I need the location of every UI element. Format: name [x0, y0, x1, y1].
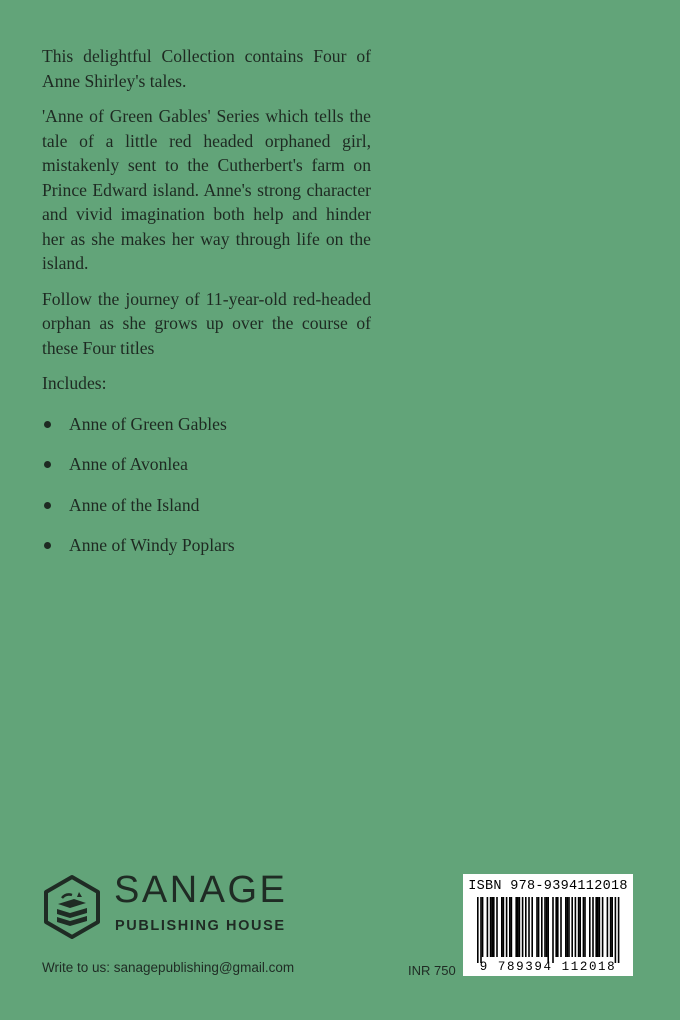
- barcode-bar: [501, 897, 503, 957]
- barcode-bar: [578, 897, 580, 957]
- barcode-bar: [599, 897, 601, 957]
- barcode-bar: [528, 897, 530, 957]
- journey-paragraph: Follow the journey of 11-year-old red-headed orphan as she grows up over the course of these Four titles: [42, 288, 371, 358]
- description-block: [42, 44, 371, 574]
- barcode-bar: [597, 897, 599, 957]
- list-item: [42, 493, 371, 518]
- publisher-name: SANAGE: [114, 869, 288, 911]
- barcode-bar: [571, 897, 573, 957]
- barcode-bar: [493, 897, 495, 957]
- barcode-bar: [547, 897, 549, 963]
- barcode-bar: [517, 897, 519, 957]
- isbn-barcode: [463, 874, 633, 976]
- barcode-bar: [618, 897, 620, 963]
- barcode-bar: [531, 897, 533, 957]
- bullet-icon: [44, 542, 51, 549]
- barcode-bar: [522, 897, 524, 957]
- bullet-icon: [44, 461, 51, 468]
- bullet-icon: [44, 502, 51, 509]
- barcode-bar: [607, 897, 609, 957]
- list-item: [42, 412, 371, 437]
- barcode-bar: [584, 897, 586, 957]
- series-paragraph: 'Anne of Green Gables' Series which tells the tale of a little red headed orphaned girl, mistakenly sent to the Cutherbert's farm on Prince Edward island. Anne's strong character and vivid imagination both help and hinder her as she makes her way through life on the island.: [42, 106, 371, 273]
- barcode-bar: [560, 897, 562, 957]
- title-label: Anne of Avonlea: [69, 454, 188, 474]
- publisher-subtitle: PUBLISHING HOUSE: [115, 918, 286, 934]
- barcode-bar: [519, 897, 521, 957]
- intro-paragraph: This delightful Collection contains Four of Anne Shirley's tales.: [42, 46, 371, 91]
- barcode-bar: [506, 897, 508, 957]
- barcode-bar: [536, 897, 538, 957]
- stacked-books-hexagon-icon: [42, 874, 102, 940]
- barcode-bar: [496, 897, 498, 957]
- barcode-bar: [568, 897, 570, 957]
- isbn-label: ISBN 978-9394112018: [468, 879, 628, 894]
- title-label: Anne of Windy Poplars: [69, 535, 235, 555]
- barcode-bar: [480, 897, 482, 963]
- barcode-bar: [491, 897, 493, 957]
- barcode-bar: [565, 897, 567, 957]
- barcode-bar: [541, 897, 543, 957]
- barcode-bar: [567, 897, 569, 957]
- barcode-bar: [546, 897, 548, 957]
- barcode-bar: [487, 897, 489, 957]
- barcode-bar: [511, 897, 513, 957]
- titles-list: [42, 412, 371, 559]
- barcode-bar: [583, 897, 585, 957]
- barcode-bar: [477, 897, 479, 963]
- barcode-bar: [589, 897, 591, 957]
- contact-line: Write to us: sanagepublishing@gmail.com: [42, 960, 295, 975]
- barcode-bar: [509, 897, 511, 957]
- barcode-bar: [482, 897, 484, 957]
- barcode-bar: [544, 897, 546, 957]
- list-item: [42, 533, 371, 558]
- barcode-bar: [538, 897, 540, 957]
- barcode-bar: [575, 897, 577, 957]
- barcode-bar: [595, 897, 597, 957]
- barcode-bar: [579, 897, 581, 957]
- barcode-bar: [503, 897, 505, 957]
- barcode-bar: [525, 897, 527, 957]
- barcode-bar: [490, 897, 492, 957]
- bullet-icon: [44, 421, 51, 428]
- list-item: [42, 452, 371, 477]
- barcode-bar: [592, 897, 594, 957]
- barcode-bar: [615, 897, 617, 963]
- title-label: Anne of Green Gables: [69, 413, 227, 434]
- barcode-bar: [610, 897, 612, 957]
- barcode-bar: [611, 897, 613, 957]
- title-label: Anne of the Island: [69, 494, 200, 515]
- barcode-bar: [557, 897, 559, 957]
- barcode-bar: [555, 897, 557, 957]
- barcode-bar: [552, 897, 554, 963]
- ean-digits: 9 789394 112018: [479, 960, 617, 974]
- barcode-bar: [515, 897, 517, 957]
- price-label: INR 750: [408, 963, 456, 978]
- barcode-bar: [602, 897, 604, 957]
- includes-heading: Includes:: [42, 373, 107, 393]
